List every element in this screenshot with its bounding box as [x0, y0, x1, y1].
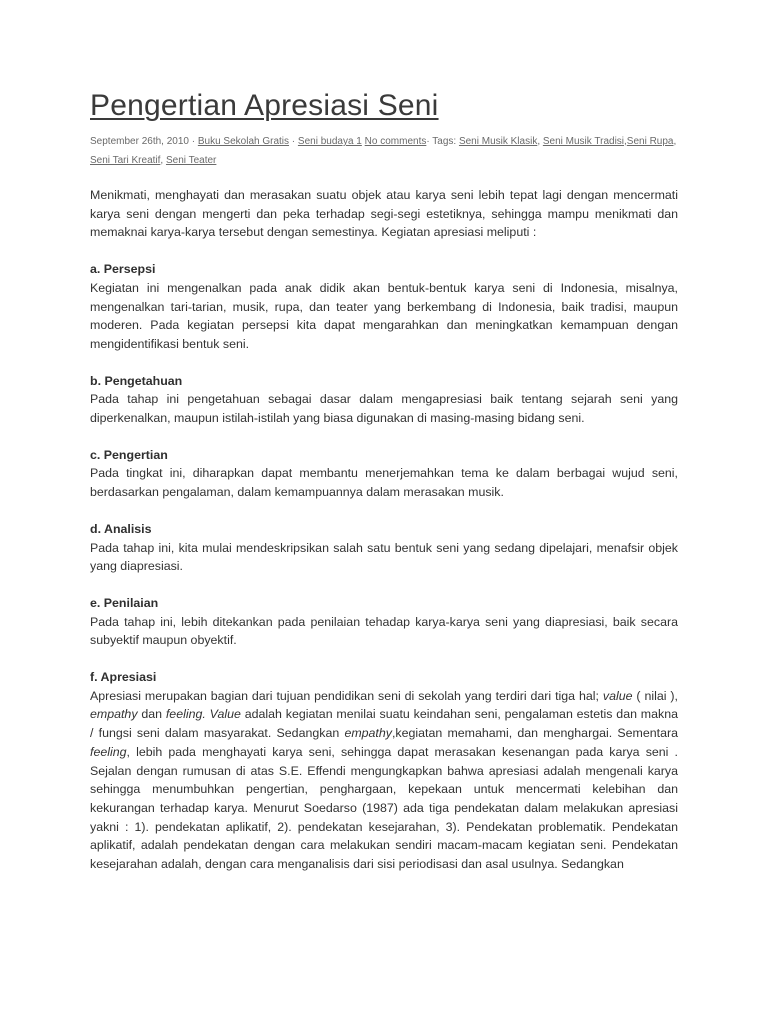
- category-link-seni-budaya-1[interactable]: Seni budaya 1: [297, 136, 362, 147]
- section-heading: d. Analisis: [90, 521, 152, 536]
- tag-separator: ,: [537, 136, 543, 147]
- section-penilaian: [90, 594, 678, 650]
- post-date: September 26th, 2010 ·: [90, 136, 198, 147]
- comments-link[interactable]: No comments: [364, 136, 427, 147]
- post-meta: [90, 132, 678, 170]
- section-body: Pada tahap ini, kita mulai mendeskripsikan salah satu bentuk seni yang sedang dipelajari, menafsir objek yang diapresiasi.: [90, 540, 678, 574]
- section-heading: b. Pengetahuan: [90, 373, 183, 388]
- section-body: [90, 687, 678, 874]
- term-value: Value: [209, 707, 241, 722]
- article-body: [90, 186, 678, 874]
- section-heading: e. Penilaian: [90, 595, 159, 610]
- section-analisis: [90, 520, 678, 576]
- section-pengertian: [90, 446, 678, 502]
- term-feeling: feeling: [90, 744, 127, 759]
- body-text: adalah kegiatan menilai suatu keindahan seni, pengalaman estetis dan makna / fungsi seni dalam masyarakat. Sedangkan: [90, 707, 678, 741]
- section-apresiasi: [90, 668, 678, 874]
- section-body: Pada tahap ini pengetahuan sebagai dasar dalam mengapresiasi baik tentang sejarah seni yang diperkenalkan, maupun istilah-istilah yang biasa digunakan di masing-masing bidang seni.: [90, 392, 678, 426]
- body-text: , lebih pada menghayati karya seni, sehingga dapat merasakan kesenangan pada karya seni . Sejalan dengan rumusan di atas S.E. Effendi mengungkapkan bahwa apresiasi adalah mengenali karya sehingga menumbuhkan pengertian, penghargaan, kepekaan untuk mencermati kelebihan dan kekurangan terhadap karya. Menurut Soedarso (1987) ada tiga pendekatan dalam melakukan apresiasi yakni : 1). pendekatan aplikatif, 2). pendekatan kesejarahan, 3). Pendekatan problematik. Pendekatan aplikatif, adalah pendekatan dengan cara melakukan sendiri macam-macam kegiatan seni. Pendekatan kesejarahan adalah, dengan cara menganalisis dari sisi periodisasi dan asal usulnya. Sedangkan: [90, 744, 678, 872]
- term-empathy: empathy: [90, 707, 138, 722]
- section-heading: c. Pengertian: [90, 447, 168, 462]
- category-link-buku-sekolah-gratis[interactable]: Buku Sekolah Gratis: [197, 136, 290, 147]
- tag-separator: ,: [624, 136, 627, 147]
- tag-link-seni-musik-klasik[interactable]: Seni Musik Klasik: [458, 136, 538, 147]
- body-text: ( nilai ),: [632, 688, 678, 703]
- section-heading: a. Persepsi: [90, 262, 156, 277]
- body-text: ,kegiatan memahami, dan menghargai. Sementara: [391, 726, 678, 741]
- section-heading: f. Apresiasi: [90, 670, 157, 685]
- tag-link-seni-rupa[interactable]: Seni Rupa: [626, 136, 674, 147]
- tag-separator: ,: [673, 136, 677, 147]
- term-empathy: empathy: [344, 726, 392, 741]
- tag-link-seni-musik-tradisi[interactable]: Seni Musik Tradisi: [542, 136, 625, 147]
- meta-separator: ·: [289, 136, 298, 147]
- section-persepsi: [90, 260, 678, 354]
- body-text: dan: [137, 707, 166, 722]
- tags-label: · Tags:: [426, 136, 459, 147]
- section-body: Pada tingkat ini, diharapkan dapat membantu menerjemahkan tema ke dalam berbagai wujud seni, berdasarkan pengalaman, dalam kemampuannya dalam merasakan musik.: [90, 466, 678, 500]
- page-title[interactable]: Pengertian Apresiasi Seni: [90, 89, 439, 122]
- tag-link-seni-teater[interactable]: Seni Teater: [165, 155, 217, 166]
- term-value: value: [602, 688, 633, 703]
- section-body: Pada tahap ini, lebih ditekankan pada penilaian tehadap karya-karya seni yang diapresiasi, baik secara subyektif maupun obyektif.: [90, 614, 678, 648]
- section-body: Kegiatan ini mengenalkan pada anak didik akan bentuk-bentuk karya seni di Indonesia, misalnya, mengenalkan tari-tarian, musik, rupa, dan teater yang berkembang di Indonesia, baik tradisi, maupun moderen. Pada kegiatan persepsi kita dapat mengarahkan dan meningkatkan kemampuan dengan mengidentifikasi bentuk seni.: [90, 280, 678, 351]
- tag-link-seni-tari-kreatif[interactable]: Seni Tari Kreatif: [90, 155, 161, 166]
- intro-paragraph: Menikmati, menghayati dan merasakan suatu objek atau karya seni lebih tepat lagi dengan mencermati karya seni dengan mengerti dan peka terhadap segi-segi estetiknya, sehingga mampu menikmati dan memaknai karya-karya tersebut dengan semestinya. Kegiatan apresiasi meliputi :: [90, 188, 678, 240]
- article: [90, 88, 678, 874]
- body-text: Apresiasi merupakan bagian dari tujuan pendidikan seni di sekolah yang terdiri dari tiga hal;: [90, 688, 603, 703]
- term-feeling: feeling.: [165, 707, 206, 722]
- tag-separator: ,: [160, 155, 166, 166]
- section-pengetahuan: [90, 372, 678, 428]
